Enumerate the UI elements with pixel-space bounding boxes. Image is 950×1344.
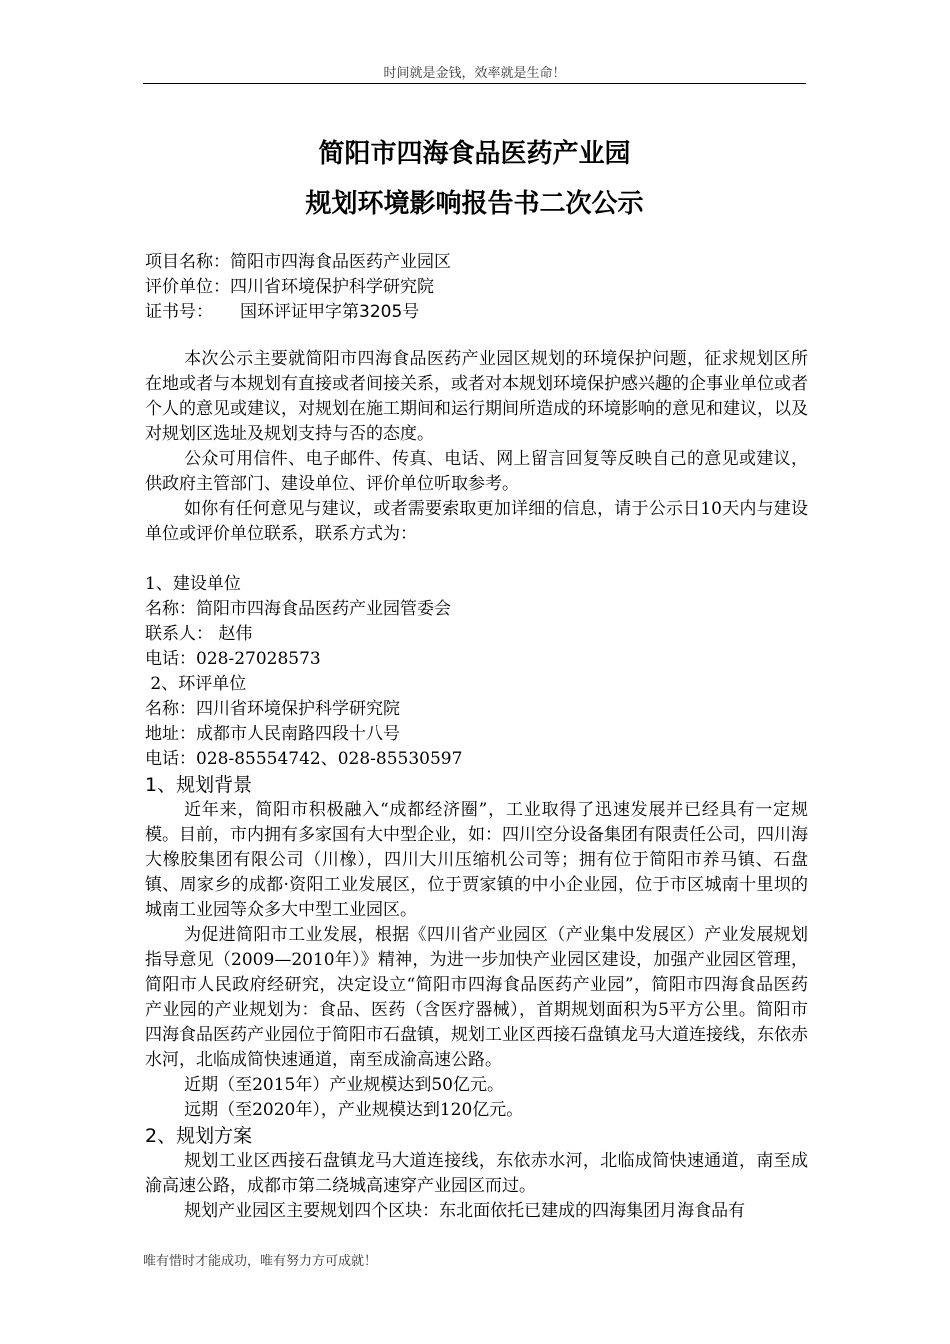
page-header: 时间就是金钱，效率就是生命！ (383, 66, 566, 81)
meta-row-certificate (145, 300, 451, 325)
meta-value: 国环评证甲字第3205号 (240, 302, 420, 322)
section1-paragraph-3: 近期（至2015年）产业规模达到50亿元。 (184, 1075, 504, 1095)
meta-row-evaluator (145, 275, 451, 300)
section2-paragraph-1: 规划工业区西接石盘镇龙马大道连接线，东依赤水河，北临成简快速通道，南至成渝高速公路，成都市第二绕城高速穿产业园区而过。 (145, 1151, 808, 1196)
section1-paragraph-4: 远期（至2020年），产业规模达到120亿元。 (184, 1100, 524, 1120)
header-divider (143, 83, 806, 84)
document-title-line2: 规划环境影响报告书二次公示 (305, 189, 644, 219)
meta-key: 评价单位： (145, 277, 230, 297)
intro-paragraph-2: 公众可用信件、电子邮件、传真、电话、网上留言回复等反映自己的意见或建议，供政府主管部门、建设单位、评价单位听取参考。 (145, 449, 808, 494)
project-meta (145, 250, 451, 325)
unit2-name: 名称：四川省环境保护科学研究院 (145, 699, 400, 719)
section1-paragraph-1: 近年来，简阳市积极融入“成都经济圈”，工业取得了迅速发展并已经具有一定规模。目前，市内拥有多家国有大中型企业，如：四川空分设备集团有限责任公司，四川海大橡胶集团有限公司（川橡），四川大川压缩机公司等；拥有位于简阳市养马镇、石盘镇、周家乡的成都·资阳工业发展区，位于贾家镇的中小企业园，位于市区城南十里坝的城南工业园等众多大中型工业园区。 (145, 800, 808, 920)
unit2-address: 地址：成都市人民南路四段十八号 (145, 724, 400, 744)
intro-paragraph-1: 本次公示主要就简阳市四海食品医药产业园区规划的环境保护问题，征求规划区所在地或者与本规划有直接或者间接关系，或者对本规划环境保护感兴趣的企事业单位或者个人的意见或建议，对规划在施工期间和运行期间所造成的环境影响的意见和建议，以及对规划区选址及规划支持与否的态度。 (145, 349, 808, 444)
meta-key: 项目名称： (145, 252, 230, 272)
meta-row-project (145, 250, 451, 275)
section1-paragraph-2: 为促进简阳市工业发展，根据《四川省产业园区（产业集中发展区）产业发展规划指导意见（2009—2010年）》精神，为进一步加快产业园区建设，加强产业园区管理，简阳市人民政府经研究，决定设立“简阳市四海食品医药产业园”，简阳市四海食品医药产业园的产业规划为：食品、医药（含医疗器械），首期规划面积为5平方公里。简阳市四海食品医药产业园位于简阳市石盘镇，规划工业区西接石盘镇龙马大道连接线，东依赤水河，北临成简快速通道，南至成渝高速公路。 (145, 925, 808, 1070)
meta-value: 简阳市四海食品医药产业园区 (230, 252, 451, 272)
page-footer: 唯有惜时才能成功，唯有努力方可成就！ (143, 1254, 378, 1269)
intro-paragraph-3: 如你有任何意见与建议，或者需要索取更加详细的信息，请于公示日10天内与建设单位或评价单位联系，联系方式为： (145, 499, 808, 544)
section1-heading: 1、规划背景 (145, 774, 253, 796)
blank-line (145, 547, 808, 572)
unit1-heading: 1、建设单位 (145, 574, 241, 594)
meta-key: 证书号： (145, 302, 213, 322)
section2-heading: 2、规划方案 (145, 1125, 253, 1147)
document-title-line1: 简阳市四海食品医药产业园 (318, 139, 631, 169)
unit1-contact-person: 联系人： 赵伟 (145, 624, 253, 644)
meta-value: 四川省环境保护科学研究院 (230, 277, 434, 297)
unit2-heading: 2、环评单位 (145, 674, 247, 694)
unit1-phone: 电话：028-27028573 (145, 649, 321, 669)
unit1-name: 名称：简阳市四海食品医药产业园管委会 (145, 599, 451, 619)
unit2-phone: 电话：028-85554742、028-85530597 (145, 749, 463, 769)
section2-paragraph-2: 规划产业园区主要规划四个区块：东北面依托已建成的四海集团月海食品有 (184, 1201, 746, 1221)
document-body (145, 347, 808, 1224)
